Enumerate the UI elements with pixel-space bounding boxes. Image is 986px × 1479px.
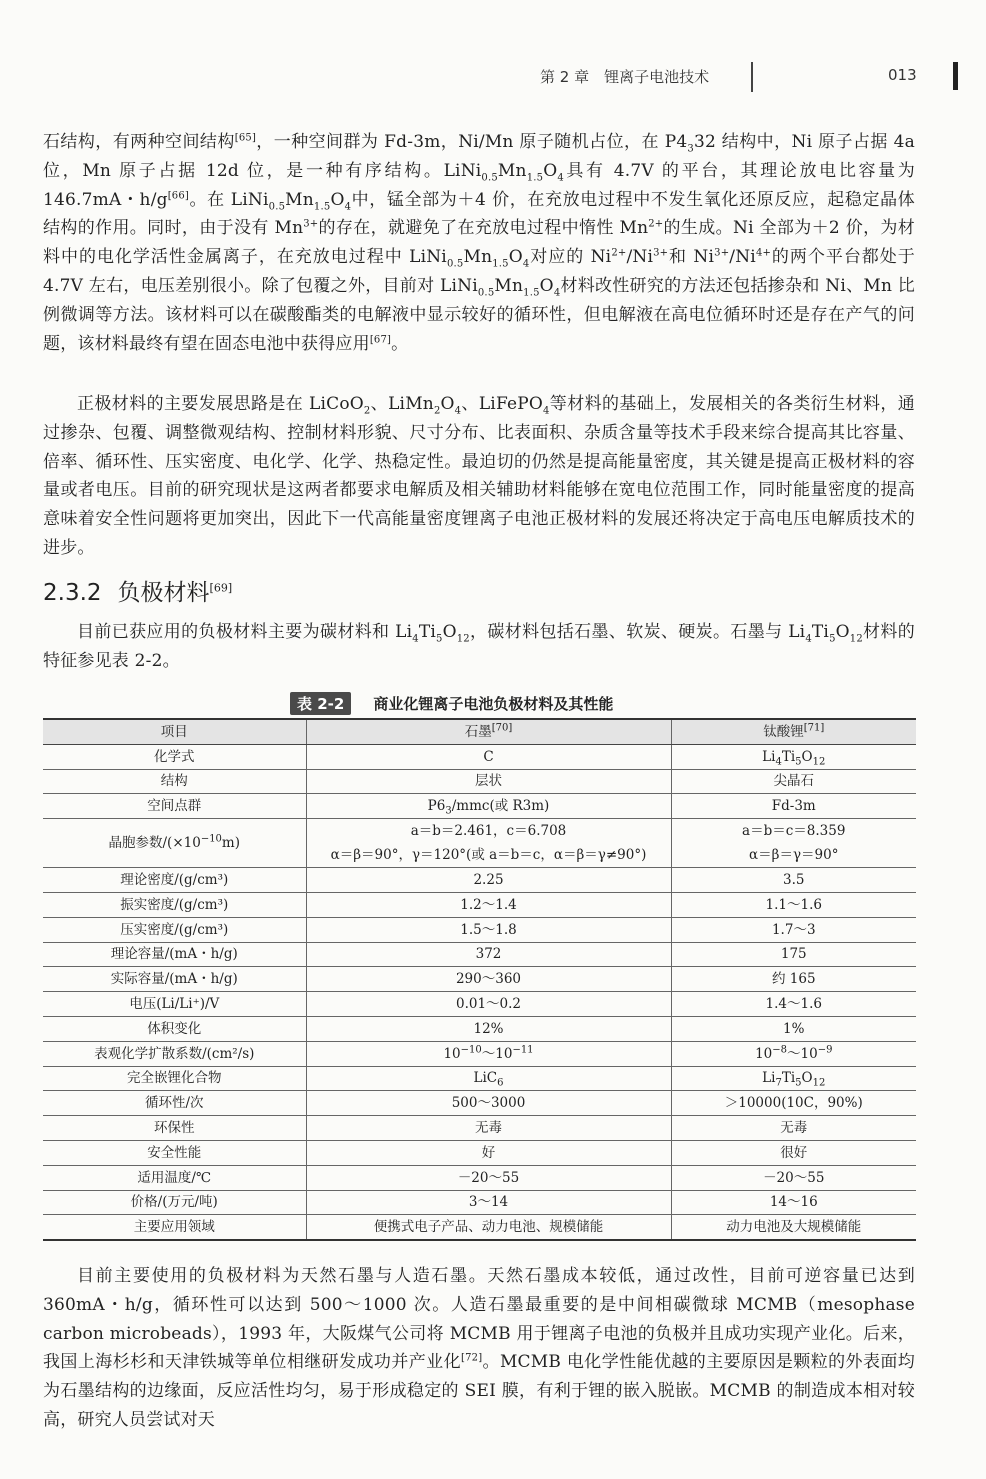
table-cell: 动力电池及大规模储能 (671, 1215, 916, 1240)
table-cell: 1.2～1.4 (306, 892, 671, 917)
table-row (43, 794, 916, 819)
table-title: 商业化锂离子电池负极材料及其性能 (373, 695, 614, 713)
table-cell: Fd-3m (671, 794, 916, 819)
table-cell: 空间点群 (43, 794, 306, 819)
table-row (43, 819, 916, 868)
table-cell: 无毒 (306, 1116, 671, 1141)
chapter-title: 第 2 章 锂离子电池技术 (540, 68, 710, 86)
page-number: 013 (888, 66, 917, 84)
citation: [72] (460, 1352, 483, 1364)
table-cell: －20～55 (306, 1165, 671, 1190)
citation: [66] (167, 189, 190, 201)
table-cell: 结构 (43, 769, 306, 794)
table-cell: 层状 (306, 769, 671, 794)
table-cell: 0.01～0.2 (306, 992, 671, 1017)
table-row (43, 1041, 916, 1066)
table-row (43, 992, 916, 1017)
table-cell: 环保性 (43, 1116, 306, 1141)
table-cell: 理论容量/(mA・h/g) (43, 942, 306, 967)
table-cell: 晶胞参数$/(\times 10^{-10}m)$ (43, 819, 306, 868)
table-cell: 1.1～1.6 (671, 892, 916, 917)
table-header-row (43, 719, 916, 744)
anode-materials-table (43, 718, 916, 1241)
table-cell: 3～14 (306, 1190, 671, 1215)
paragraph-4: 目前主要使用的负极材料为天然石墨与人造石墨。天然石墨成本较低，通过改性，目前可逆容量已达到 360mA・h/g，循环性可以达到 500～1000 次。人造石墨最重要的是中间相碳微球 MCMB（mesophase carbon microbeads），1993 年，大阪煤气公司将 MCMB 用于锂离子电池的负极并且成功实现产业化。后来，我国上海杉杉和天津铁城等单位相继研发成功并产业化[72]。MCMB 电化学性能优越的主要原因是颗粒的外表面均为石墨结构的边缘面，反应活性均匀，易于形成稳定的 SEI 膜，有利于锂的嵌入脱嵌。MCMB 的制造成本相对较高，研究人员尝试对天 (43, 1266, 915, 1430)
table-cell: LiC$_6$ (306, 1066, 671, 1091)
paragraph-2: 正极材料的主要发展思路是在 LiCoO$_2$、$LiMn_2O_4$、LiFePO$_4$等材料的基础上，发展相关的各类衍生材料，通过掺杂、包覆、调整微观结构、控制材料形貌、尺寸分布、比表面积、杂质含量等技术手段来综合提高其比容量、倍率、循环性、压实密度、电化学、化学、热稳定性。最迫切的仍然是提高能量密度，其关键是提高正极材料的容量或者电压。目前的研究现状是这两者都要求电解质及相关辅助材料能够在宽电位范围工作，同时能量密度的提高意味着安全性问题将更加突出，因此下一代高能量密度锂离子电池正极材料的发展还将决定于高电压电解质技术的进步。 (43, 394, 915, 558)
table-cell: 循环性/次 (43, 1091, 306, 1116)
page-edge-mark (953, 62, 958, 90)
table-cell: 约 165 (671, 967, 916, 992)
paragraph-1: 石结构，有两种空间结构[65]，一种空间群为 Fd-3m，Ni/Mn 原子随机占位，在 $P4_332$ 结构中，Ni 原子占据 4a 位，Mn 原子占据 12d 位，是一种有序结构。$LiNi_{0.5}Mn_{1.5}O_4$具有 4.7V 的平台，其理论放电比容量为 146.7mA・h/g[66]。在 $LiNi_{0.5}Mn_{1.5}O_4$中，锰全部为＋4 价，在充放电过程中不发生氧化还原反应，起稳定晶体结构的作用。同时，由于没有 $Mn^{3+}$的存在，就避免了在充放电过程中惰性 $Mn^{2+}$的生成。Ni 全部为＋2 价，为材料中的电化学活性金属离子，在充放电过程中 $LiNi_{0.5}Mn_{1.5}O_4$对应的 $Ni^{2+}/Ni^{3+}$和 $Ni^{3+}/Ni^{4+}$的两个平台都处于 4.7V 左右，电压差别很小。除了包覆之外，目前对 $LiNi_{0.5}Mn_{1.5}O_4$材料改性研究的方法还包括掺杂和 Ni、Mn 比例微调等方法。该材料可以在碳酸酯类的电解液中显示较好的循环性，但电解液在高电位循环时还是存在产气的问题，该材料最终有望在固态电池中获得应用[67]。 (43, 132, 915, 354)
citation: [69] (209, 581, 233, 595)
table-cell: C (306, 744, 671, 769)
table-row (43, 744, 916, 769)
table-row (43, 1215, 916, 1240)
table-cell: 适用温度/℃ (43, 1165, 306, 1190)
table-cell: 1.7～3 (671, 917, 916, 942)
table-row (43, 769, 916, 794)
header-graphite: 石墨[70] (306, 719, 671, 744)
table-cell: a＝b＝c＝8.359 α＝β＝γ＝90° (671, 819, 916, 868)
table-cell: 3.5 (671, 868, 916, 893)
citation: [67] (369, 333, 392, 345)
table-cell: 主要应用领域 (43, 1215, 306, 1240)
table-cell: $10^{-10}\sim 10^{-11}$ (306, 1041, 671, 1066)
table-row (43, 917, 916, 942)
paragraph-3: 目前已获应用的负极材料主要为碳材料和 $Li_4Ti_5O_{12}$，碳材料包括石墨、软炭、硬炭。石墨与 $Li_4Ti_5O_{12}$材料的特征参见表 2-2。 (43, 622, 915, 671)
table-cell: －20～55 (671, 1165, 916, 1190)
table-cell: 1.5～1.8 (306, 917, 671, 942)
table-cell: 好 (306, 1140, 671, 1165)
table-row (43, 892, 916, 917)
table-row (43, 868, 916, 893)
table-cell: 175 (671, 942, 916, 967)
header-lto: 钛酸锂[71] (671, 719, 916, 744)
table-cell: 压实密度/(g/cm³) (43, 917, 306, 942)
table-row (43, 1016, 916, 1041)
table-cell: 1.4～1.6 (671, 992, 916, 1017)
table-cell: a＝b＝2.461，c＝6.708 α＝β＝90°，γ＝120°(或 a＝b＝c，α＝β＝γ≠90°) (306, 819, 671, 868)
table-cell: 12% (306, 1016, 671, 1041)
table-cell: 电压(Li/Li⁺)/V (43, 992, 306, 1017)
table-row (43, 1140, 916, 1165)
table-cell: 无毒 (671, 1116, 916, 1141)
table-cell: 化学式 (43, 744, 306, 769)
table-cell: 500～3000 (306, 1091, 671, 1116)
table-cell: 290～360 (306, 967, 671, 992)
header-item: 项目 (43, 719, 306, 744)
table-cell: $10^{-8}\sim 10^{-9}$ (671, 1041, 916, 1066)
table-cell: 体积变化 (43, 1016, 306, 1041)
table-row (43, 967, 916, 992)
table-row (43, 1066, 916, 1091)
table-caption (290, 692, 613, 715)
section-number: 2.3.2 (43, 580, 102, 606)
table-cell: $Li_7Ti_5O_{12}$ (671, 1066, 916, 1091)
citation: [65] (234, 132, 257, 144)
table-cell: 2.25 (306, 868, 671, 893)
table-cell: 尖晶石 (671, 769, 916, 794)
table-cell: 很好 (671, 1140, 916, 1165)
header-divider (751, 62, 753, 92)
page-header (540, 62, 986, 90)
table-row (43, 1190, 916, 1215)
table-row (43, 1116, 916, 1141)
table-number-tag: 表 2-2 (290, 692, 351, 715)
table-row (43, 942, 916, 967)
table-cell: 表观化学扩散系数/(cm²/s) (43, 1041, 306, 1066)
section-heading (43, 574, 232, 607)
table-cell: 完全嵌锂化合物 (43, 1066, 306, 1091)
table-cell: 振实密度/(g/cm³) (43, 892, 306, 917)
table-row (43, 1165, 916, 1190)
table-cell: 14～16 (671, 1190, 916, 1215)
table-cell: 372 (306, 942, 671, 967)
table-cell: ＞10000(10C，90%) (671, 1091, 916, 1116)
table-cell: 便携式电子产品、动力电池、规模储能 (306, 1215, 671, 1240)
table-cell: 价格/(万元/吨) (43, 1190, 306, 1215)
table-cell: 1% (671, 1016, 916, 1041)
table-cell: $P6_3/mmc$(或 R3m) (306, 794, 671, 819)
section-title: 负极材料 (117, 580, 210, 606)
table-cell: 安全性能 (43, 1140, 306, 1165)
table-cell: $Li_4Ti_5O_{12}$ (671, 744, 916, 769)
table-cell: 实际容量/(mA・h/g) (43, 967, 306, 992)
table-cell: 理论密度/(g/cm³) (43, 868, 306, 893)
table-row (43, 1091, 916, 1116)
